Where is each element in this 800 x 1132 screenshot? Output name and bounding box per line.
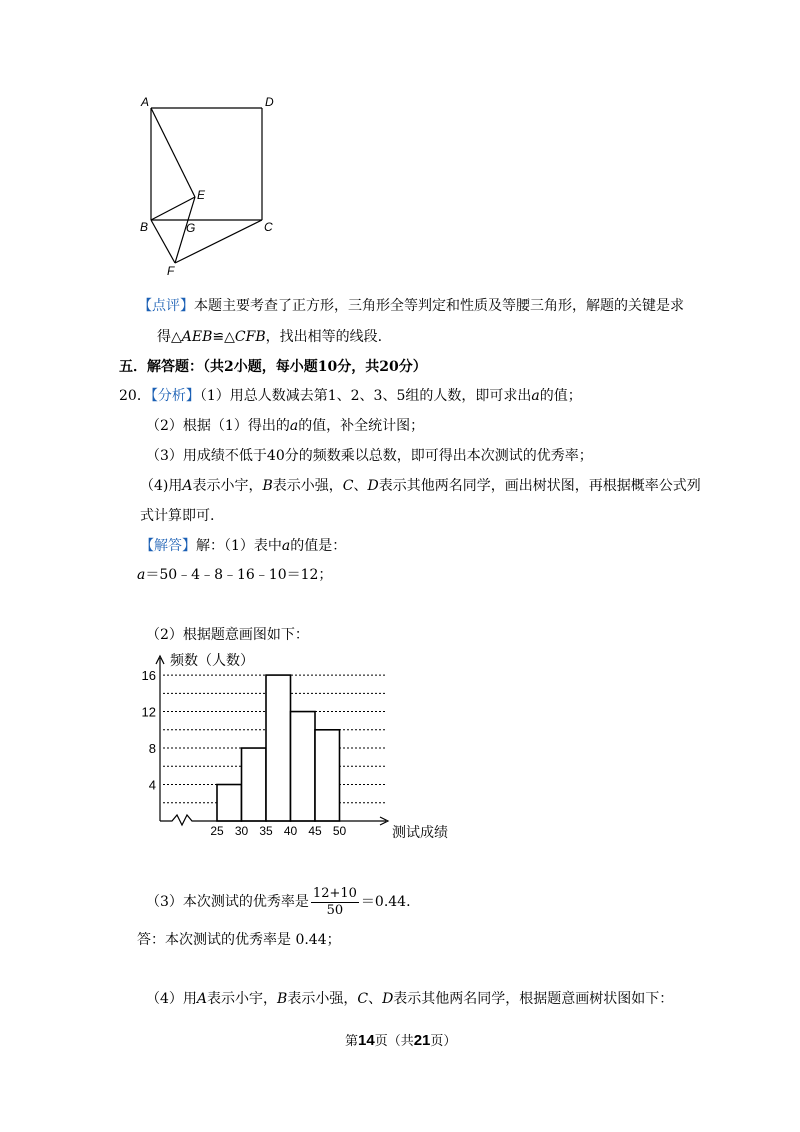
x-tick-label: 50 xyxy=(332,824,347,838)
review-triangle-2: CFB xyxy=(234,329,266,345)
analysis-4-m3: 、 xyxy=(353,478,368,494)
page-footer xyxy=(345,1031,456,1052)
answer-tag: 【解答】 xyxy=(140,538,196,554)
histogram-bar xyxy=(266,675,291,821)
answer-calc-text: ＝50﹣4﹣8﹣16﹣10＝12； xyxy=(145,567,333,583)
analysis-4: （4)用 xyxy=(140,478,183,494)
label-d: D xyxy=(265,95,274,109)
analysis-4-m1: 表示小宇， xyxy=(192,478,263,494)
y-tick-label: 12 xyxy=(141,704,156,720)
review-line-2 xyxy=(157,327,382,347)
analysis-1-end: 的值； xyxy=(539,388,582,404)
review-text-2a: 得△ xyxy=(157,329,182,345)
label-c: C xyxy=(264,220,273,234)
answer-4-c: C xyxy=(357,991,369,1007)
x-tick-label: 40 xyxy=(283,824,298,838)
histogram-bar xyxy=(291,712,316,821)
label-f: F xyxy=(167,264,175,278)
footer-page-number: 14 xyxy=(358,1032,375,1049)
x-tick-label: 25 xyxy=(210,824,224,838)
analysis-4-m4: 表示其他两名同学，画出树状图，再根据概率公式列 xyxy=(378,478,701,494)
label-g: G xyxy=(186,221,196,235)
answer-line-2: （2）根据题意画图如下： xyxy=(146,627,309,643)
answer-1: 解：（1）表中 xyxy=(196,538,282,554)
answer-4: （4）用 xyxy=(146,991,197,1007)
answer-4-a: A xyxy=(196,991,208,1007)
footer-post: 页） xyxy=(430,1034,457,1049)
answer-3-end: ＝0.44. xyxy=(360,894,411,910)
answer-4-m2: 表示小强， xyxy=(287,991,358,1007)
x-tick-label: 35 xyxy=(259,824,273,838)
histogram-bar xyxy=(242,748,267,821)
answer-line-3 xyxy=(146,882,411,922)
analysis-4-a: A xyxy=(182,478,193,494)
answer-4-m4: 表示其他两名同学，根据题意画树状图如下： xyxy=(393,991,674,1007)
analysis-2-var: a xyxy=(289,418,299,434)
footer-mid: 页（共 xyxy=(374,1034,414,1049)
footer-pre: 第 xyxy=(345,1034,359,1049)
label-a: A xyxy=(141,95,150,109)
analysis-4-b: B xyxy=(262,478,273,494)
analysis-2-end: 的值，补全统计图； xyxy=(298,418,425,434)
y-tick-label: 8 xyxy=(148,741,156,757)
answer-line-4 xyxy=(146,989,673,1009)
answer-1-end: 的值是： xyxy=(290,538,347,554)
q20-line-1 xyxy=(119,386,582,406)
segment-be xyxy=(151,197,195,220)
section-heading: 五．解答题：（共2小题，每小题10分，共20分） xyxy=(119,359,427,375)
answer-4-d: D xyxy=(382,991,394,1007)
answer-3-reply: 答：本次测试的优秀率是 0.44； xyxy=(137,932,341,948)
histogram-chart xyxy=(140,645,448,845)
geometry-figure xyxy=(138,93,298,278)
review-text-1: 本题主要考查了正方形，三角形全等判定和性质及等腰三角形，解题的关键是求 xyxy=(194,298,684,314)
label-b: B xyxy=(140,220,149,234)
segment-bf xyxy=(151,220,175,263)
y-tick-label: 16 xyxy=(141,668,156,684)
answer-3: （3）本次测试的优秀率是 xyxy=(146,894,309,910)
y-tick-label: 4 xyxy=(148,777,156,793)
answer-line-1 xyxy=(140,536,346,556)
q20-number: 20． xyxy=(119,388,151,404)
q20-line-4 xyxy=(140,476,701,496)
review-triangle-1: AEB xyxy=(181,329,213,345)
review-text-2c: ，找出相等的线段. xyxy=(265,329,383,345)
x-tick-label: 45 xyxy=(308,824,322,838)
q20-line-5: 式计算即可. xyxy=(140,508,215,524)
histogram-bar xyxy=(217,785,242,821)
analysis-2: （2）根据（1）得出的 xyxy=(146,418,290,434)
answer-calc-var: a xyxy=(137,567,146,583)
analysis-tag: 【分析】 xyxy=(150,388,200,404)
histogram-bar xyxy=(315,730,340,821)
answer-4-m3: 、 xyxy=(368,991,383,1007)
analysis-4-d: D xyxy=(367,478,379,494)
footer-total-pages: 21 xyxy=(413,1032,431,1049)
x-tick-label: 30 xyxy=(234,824,249,838)
x-axis-label: 测试成绩 xyxy=(392,824,448,840)
review-line-1 xyxy=(138,296,684,316)
y-axis-label: 频数（人数） xyxy=(170,652,254,668)
answer-calc xyxy=(137,565,332,585)
axis-break-icon xyxy=(160,815,195,825)
analysis-4-c: C xyxy=(342,478,354,494)
answer-4-b: B xyxy=(277,991,288,1007)
fraction-denominator: 50 xyxy=(326,902,344,918)
segment-ae xyxy=(151,108,195,197)
review-tag: 【点评】 xyxy=(138,298,194,314)
excellence-fraction xyxy=(311,886,359,919)
analysis-4-m2: 表示小强， xyxy=(272,478,343,494)
q20-line-2 xyxy=(146,416,424,436)
fraction-numerator: 12+10 xyxy=(312,885,357,901)
analysis-1-var: a xyxy=(531,388,540,404)
label-e: E xyxy=(197,188,206,202)
q20-line-3: （3）用成绩不低于40分的频数乘以总数，即可得出本次测试的优秀率； xyxy=(146,448,593,464)
review-text-2b: ≌△ xyxy=(212,329,235,345)
answer-4-m1: 表示小宇， xyxy=(207,991,278,1007)
answer-1-var: a xyxy=(281,538,291,554)
analysis-1: （1）用总人数减去第1、2、3、5组的人数，即可求出 xyxy=(199,388,532,404)
